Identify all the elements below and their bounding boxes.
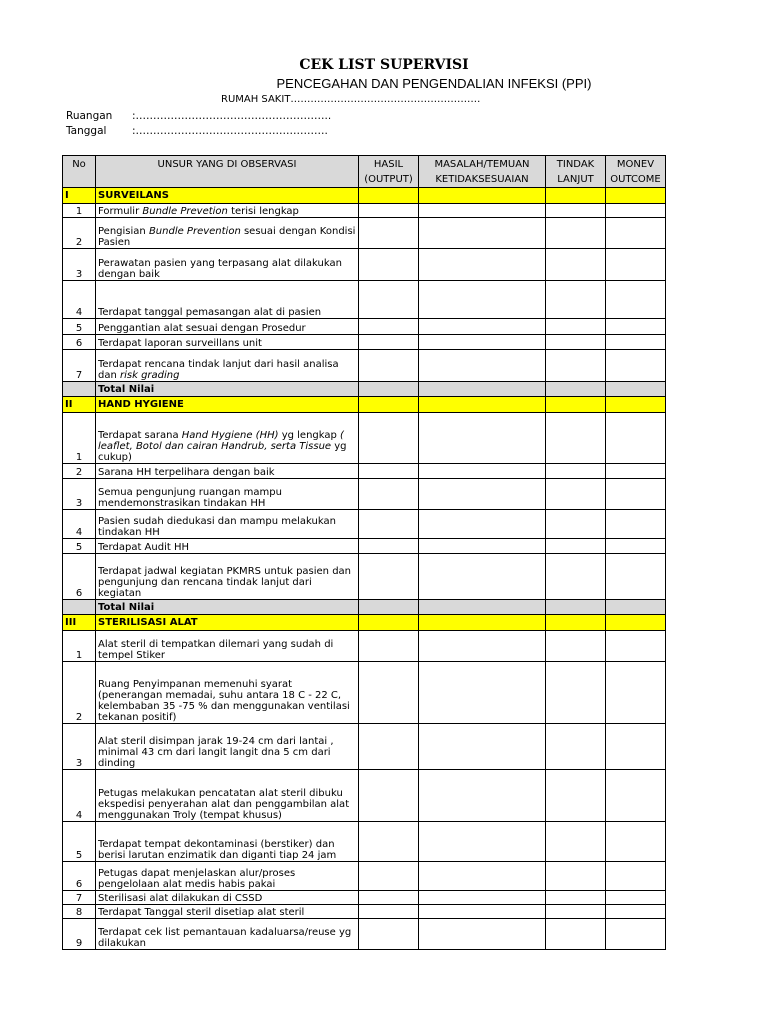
tindak-cell[interactable] <box>546 905 606 919</box>
monev-cell[interactable] <box>606 554 666 600</box>
total-label: Total Nilai <box>96 382 359 397</box>
table-row <box>63 281 666 319</box>
section-empty-cell <box>546 397 606 413</box>
monev-cell[interactable] <box>606 822 666 862</box>
tindak-cell[interactable] <box>546 319 606 335</box>
monev-cell[interactable] <box>606 905 666 919</box>
table-row <box>63 510 666 539</box>
total-value-cell[interactable] <box>419 382 546 397</box>
monev-cell[interactable] <box>606 724 666 770</box>
table-row <box>63 413 666 464</box>
section-empty-cell <box>546 615 606 631</box>
tindak-cell[interactable] <box>546 919 606 950</box>
total-value-cell[interactable] <box>419 600 546 615</box>
item-description <box>96 905 359 919</box>
item-text: Terdapat jadwal kegiatan PKMRS untuk pasien dan pengunjung dan rencana tindak lanjut dari kegiatan <box>98 566 352 599</box>
section-empty-cell <box>419 615 546 631</box>
masalah-cell[interactable] <box>419 724 546 770</box>
item-text: Terdapat Tanggal steril disetiap alat steril <box>98 907 305 918</box>
tindak-cell[interactable] <box>546 335 606 350</box>
table-row <box>63 204 666 218</box>
monev-cell[interactable] <box>606 204 666 218</box>
monev-cell[interactable] <box>606 335 666 350</box>
item-text: sesuai dengan Kondisi Pasien <box>98 226 356 248</box>
masalah-cell[interactable] <box>419 905 546 919</box>
item-text: yg lengkap <box>278 430 341 441</box>
monev-cell[interactable] <box>606 662 666 724</box>
section-empty-cell <box>606 188 666 204</box>
col-no-header: No <box>63 156 96 188</box>
tanggal-field: :………………………………………………. <box>132 125 328 137</box>
item-text: Terdapat rencana tindak lanjut dari hasil analisa dan <box>98 359 339 381</box>
monev-cell[interactable] <box>606 319 666 335</box>
masalah-cell[interactable] <box>419 770 546 822</box>
item-text-italic: Bundle Prevention <box>148 226 241 237</box>
item-number: 6 <box>63 862 96 891</box>
tindak-cell[interactable] <box>546 891 606 905</box>
item-description <box>96 479 359 510</box>
item-number: 4 <box>63 770 96 822</box>
monev-cell[interactable] <box>606 464 666 479</box>
hasil-cell[interactable] <box>359 479 419 510</box>
hospital-line: RUMAH SAKIT………………………………………………… <box>221 94 481 105</box>
monev-cell[interactable] <box>606 218 666 249</box>
hasil-cell[interactable] <box>359 281 419 319</box>
hasil-cell[interactable] <box>359 724 419 770</box>
table-row <box>63 662 666 724</box>
item-text-italic: Hand Hygiene (HH) <box>181 430 279 441</box>
masalah-cell[interactable] <box>419 218 546 249</box>
total-value-cell[interactable] <box>546 382 606 397</box>
total-label: Total Nilai <box>96 600 359 615</box>
item-text: Terdapat sarana <box>98 430 182 441</box>
item-text: yg cukup) <box>98 441 347 463</box>
hasil-cell[interactable] <box>359 662 419 724</box>
item-number: 3 <box>63 724 96 770</box>
monev-cell[interactable] <box>606 413 666 464</box>
hasil-cell[interactable] <box>359 249 419 281</box>
item-number: 3 <box>63 249 96 281</box>
item-text: Pasien sudah diedukasi dan mampu melakukan tindakan HH <box>98 516 336 538</box>
item-number: 2 <box>63 464 96 479</box>
item-description <box>96 464 359 479</box>
item-description <box>96 919 359 950</box>
tindak-cell[interactable] <box>546 770 606 822</box>
monev-cell[interactable] <box>606 510 666 539</box>
item-text: Alat steril disimpan jarak 19-24 cm dari lantai , minimal 43 cm dari langit langit dna 5 cm dari dinding <box>98 736 334 769</box>
monev-cell[interactable] <box>606 479 666 510</box>
section-number: II <box>63 397 96 413</box>
item-description <box>96 281 359 319</box>
section-empty-cell <box>606 397 666 413</box>
section-title: SURVEILANS <box>96 188 359 204</box>
table-row <box>63 724 666 770</box>
item-description <box>96 218 359 249</box>
section-title: HAND HYGIENE <box>96 397 359 413</box>
item-text: terisi lengkap <box>227 206 299 217</box>
col-hasil-header: HASIL (OUTPUT) <box>359 156 419 188</box>
table-row <box>63 218 666 249</box>
item-number: 6 <box>63 554 96 600</box>
table-row <box>63 350 666 382</box>
tindak-cell[interactable] <box>546 539 606 554</box>
col-tindak-header: TINDAK LANJUT <box>546 156 606 188</box>
item-text: Sterilisasi alat dilakukan di CSSD <box>98 893 263 904</box>
tindak-cell[interactable] <box>546 413 606 464</box>
item-text: Terdapat tempat dekontaminasi (berstiker) dan berisi larutan enzimatik dan diganti tiap 24 jam <box>98 839 337 861</box>
masalah-cell[interactable] <box>419 510 546 539</box>
item-text-italic: Bundle Prevetion <box>142 206 228 217</box>
item-number: 5 <box>63 319 96 335</box>
hasil-cell[interactable] <box>359 204 419 218</box>
item-text: Petugas melakukan pencatatan alat steril dibuku ekspedisi penyerahan alat dan penggambilan alat menggunakan Troly (tempat khusus) <box>98 788 350 821</box>
item-text: Sarana HH terpelihara dengan baik <box>98 467 275 478</box>
item-number: 5 <box>63 539 96 554</box>
monev-cell[interactable] <box>606 631 666 662</box>
table-row <box>63 554 666 600</box>
table-row <box>63 770 666 822</box>
ruangan-field: :……………………………………………….. <box>132 110 332 122</box>
item-number: 9 <box>63 919 96 950</box>
tindak-cell[interactable] <box>546 631 606 662</box>
col-unsur-header: UNSUR YANG DI OBSERVASI <box>96 156 359 188</box>
table-row <box>63 464 666 479</box>
masalah-cell[interactable] <box>419 350 546 382</box>
tindak-cell[interactable] <box>546 862 606 891</box>
table-row <box>63 891 666 905</box>
item-number: 1 <box>63 413 96 464</box>
section-title: STERILISASI ALAT <box>96 615 359 631</box>
hasil-cell[interactable] <box>359 319 419 335</box>
total-value-cell[interactable] <box>546 600 606 615</box>
item-description <box>96 554 359 600</box>
monev-cell[interactable] <box>606 891 666 905</box>
item-text: Terdapat Audit HH <box>98 542 189 553</box>
col-monev-header: MONEV OUTCOME <box>606 156 666 188</box>
section-number: III <box>63 615 96 631</box>
item-number: 5 <box>63 822 96 862</box>
total-value-cell[interactable] <box>359 600 419 615</box>
item-number: 8 <box>63 905 96 919</box>
tindak-cell[interactable] <box>546 510 606 539</box>
item-text: Pengisian <box>98 226 149 237</box>
table-header-row <box>63 156 666 188</box>
tindak-cell[interactable] <box>546 204 606 218</box>
monev-cell[interactable] <box>606 919 666 950</box>
table-row <box>63 905 666 919</box>
item-number: 1 <box>63 204 96 218</box>
table-row <box>63 335 666 350</box>
masalah-cell[interactable] <box>419 413 546 464</box>
masalah-cell[interactable] <box>419 539 546 554</box>
hasil-cell[interactable] <box>359 905 419 919</box>
item-text: Terdapat cek list pemantauan kadaluarsa/reuse yg dilakukan <box>98 927 352 949</box>
table-row <box>63 862 666 891</box>
item-description <box>96 413 359 464</box>
hasil-cell[interactable] <box>359 350 419 382</box>
section-header-row <box>63 188 666 204</box>
section-number: I <box>63 188 96 204</box>
monev-cell[interactable] <box>606 350 666 382</box>
item-number: 3 <box>63 479 96 510</box>
item-description <box>96 891 359 905</box>
tindak-cell[interactable] <box>546 479 606 510</box>
hasil-cell[interactable] <box>359 335 419 350</box>
tanggal-label: Tanggal <box>66 125 107 137</box>
item-text: Petugas dapat menjelaskan alur/proses pengelolaan alat medis habis pakai <box>98 868 296 890</box>
table-row <box>63 479 666 510</box>
masalah-cell[interactable] <box>419 479 546 510</box>
hasil-cell[interactable] <box>359 822 419 862</box>
table-row <box>63 822 666 862</box>
tindak-cell[interactable] <box>546 281 606 319</box>
hasil-cell[interactable] <box>359 510 419 539</box>
item-text: Alat steril di tempatkan dilemari yang sudah di tempel Stiker <box>98 639 334 661</box>
masalah-cell[interactable] <box>419 464 546 479</box>
total-row <box>63 600 666 615</box>
tanggal-row <box>66 125 328 137</box>
item-text: Terdapat tanggal pemasangan alat di pasien <box>98 307 322 318</box>
table-row <box>63 249 666 281</box>
item-description <box>96 249 359 281</box>
section-empty-cell <box>606 615 666 631</box>
item-description <box>96 335 359 350</box>
masalah-cell[interactable] <box>419 281 546 319</box>
section-empty-cell <box>359 397 419 413</box>
masalah-cell[interactable] <box>419 919 546 950</box>
masalah-cell[interactable] <box>419 662 546 724</box>
tindak-cell[interactable] <box>546 724 606 770</box>
table-row <box>63 319 666 335</box>
item-text: Formulir <box>98 206 143 217</box>
masalah-cell[interactable] <box>419 335 546 350</box>
table-row <box>63 919 666 950</box>
hasil-cell[interactable] <box>359 631 419 662</box>
item-description <box>96 631 359 662</box>
hasil-cell[interactable] <box>359 413 419 464</box>
item-number: 7 <box>63 891 96 905</box>
item-description <box>96 350 359 382</box>
monev-cell[interactable] <box>606 770 666 822</box>
tindak-cell[interactable] <box>546 218 606 249</box>
checklist-table <box>62 155 666 950</box>
hasil-cell[interactable] <box>359 218 419 249</box>
tindak-cell[interactable] <box>546 249 606 281</box>
tindak-cell[interactable] <box>546 554 606 600</box>
section-empty-cell <box>359 615 419 631</box>
ruangan-row <box>66 110 331 122</box>
tindak-cell[interactable] <box>546 822 606 862</box>
monev-cell[interactable] <box>606 249 666 281</box>
item-text: Penggantian alat sesuai dengan Prosedur <box>98 323 306 334</box>
item-description <box>96 724 359 770</box>
item-description <box>96 862 359 891</box>
item-number: 1 <box>63 631 96 662</box>
total-empty-cell <box>63 382 96 397</box>
item-text-italic: ( leaflet, Botol dan cairan Handrub, serta Tissue <box>98 430 344 452</box>
item-number: 4 <box>63 281 96 319</box>
hasil-cell[interactable] <box>359 891 419 905</box>
page-subtitle: PENCEGAHAN DAN PENGENDALIAN INFEKSI (PPI) <box>276 76 592 91</box>
item-number: 6 <box>63 335 96 350</box>
section-header-row <box>63 397 666 413</box>
masalah-cell[interactable] <box>419 822 546 862</box>
item-description <box>96 510 359 539</box>
item-number: 7 <box>63 350 96 382</box>
hasil-cell[interactable] <box>359 464 419 479</box>
total-row <box>63 382 666 397</box>
item-text: Ruang Penyimpanan memenuhi syarat (penerangan memadai, suhu antara 18 C - 22 C, kelembaban 35 -75 % dan menggunakan ventilasi tekanan positif) <box>98 679 350 723</box>
masalah-cell[interactable] <box>419 319 546 335</box>
section-header-row <box>63 615 666 631</box>
masalah-cell[interactable] <box>419 631 546 662</box>
table-row <box>63 539 666 554</box>
total-value-cell[interactable] <box>359 382 419 397</box>
total-value-cell[interactable] <box>606 382 666 397</box>
section-empty-cell <box>546 188 606 204</box>
hasil-cell[interactable] <box>359 554 419 600</box>
item-number: 2 <box>63 662 96 724</box>
masalah-cell[interactable] <box>419 249 546 281</box>
hasil-cell[interactable] <box>359 862 419 891</box>
table-row <box>63 631 666 662</box>
total-value-cell[interactable] <box>606 600 666 615</box>
item-description <box>96 539 359 554</box>
item-text: Semua pengunjung ruangan mampu mendemonstrasikan tindakan HH <box>98 487 282 509</box>
masalah-cell[interactable] <box>419 554 546 600</box>
item-text: Terdapat laporan surveillans unit <box>98 338 262 349</box>
masalah-cell[interactable] <box>419 204 546 218</box>
masalah-cell[interactable] <box>419 891 546 905</box>
item-description <box>96 319 359 335</box>
total-empty-cell <box>63 600 96 615</box>
item-number: 2 <box>63 218 96 249</box>
tindak-cell[interactable] <box>546 464 606 479</box>
tindak-cell[interactable] <box>546 350 606 382</box>
item-description <box>96 822 359 862</box>
section-empty-cell <box>359 188 419 204</box>
monev-cell[interactable] <box>606 539 666 554</box>
masalah-cell[interactable] <box>419 862 546 891</box>
tindak-cell[interactable] <box>546 662 606 724</box>
hasil-cell[interactable] <box>359 770 419 822</box>
item-description <box>96 662 359 724</box>
hasil-cell[interactable] <box>359 539 419 554</box>
monev-cell[interactable] <box>606 862 666 891</box>
section-empty-cell <box>419 397 546 413</box>
item-description <box>96 770 359 822</box>
monev-cell[interactable] <box>606 281 666 319</box>
col-masalah-header: MASALAH/TEMUAN KETIDAKSESUAIAN <box>419 156 546 188</box>
ruangan-label: Ruangan <box>66 110 113 122</box>
item-number: 4 <box>63 510 96 539</box>
page-title: CEK LIST SUPERVISI <box>299 57 469 73</box>
hasil-cell[interactable] <box>359 919 419 950</box>
section-empty-cell <box>419 188 546 204</box>
item-text: Perawatan pasien yang terpasang alat dilakukan dengan baik <box>98 258 342 280</box>
item-description <box>96 204 359 218</box>
item-text-italic: risk grading <box>120 370 180 381</box>
